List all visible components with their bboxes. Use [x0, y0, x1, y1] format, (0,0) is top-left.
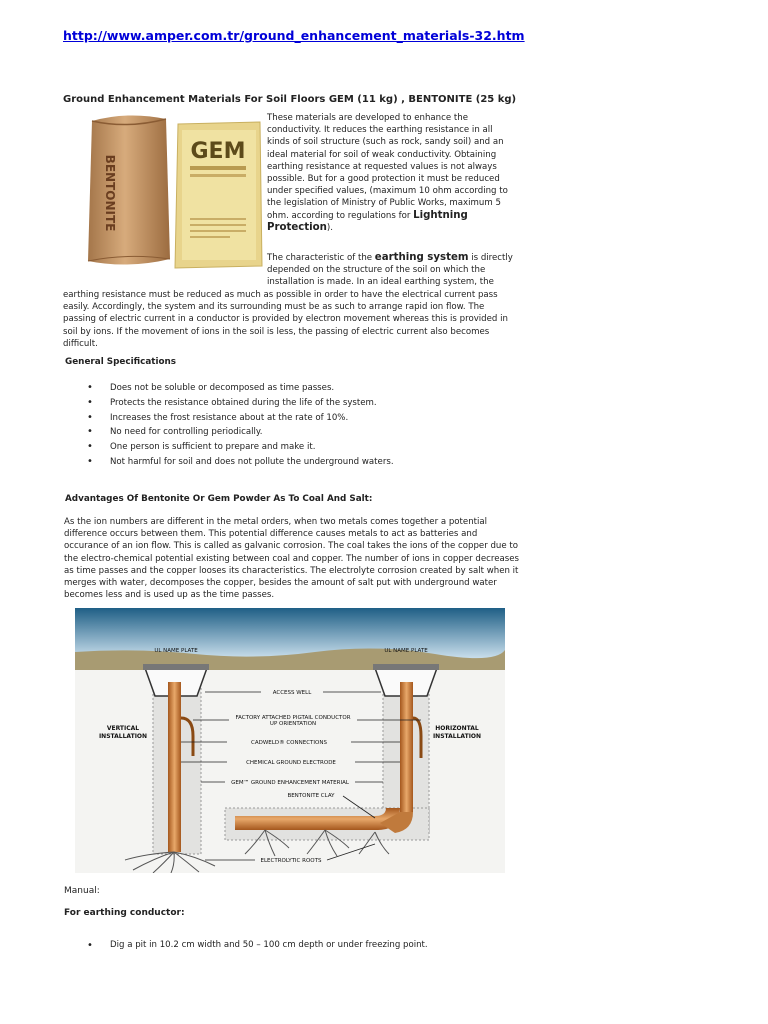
- bentonite-bag-image: [84, 111, 172, 269]
- characteristic-continued: earthing resistance must be reduced as much as possible in order to have the electrical current pass easily. Accordingly, the system and its surrounding must be as such to arrange rapid ion flow. The passing of electric current in a conductor is provided by electron movement whereas this is provided in soil by ions. If the movement of ions in the soil is less, the passing of electric current also becomes difficult.: [63, 290, 508, 349]
- intro-end: ).: [326, 222, 334, 233]
- gem-bag-image: [172, 118, 264, 270]
- list-item: • No need for controlling periodically.: [85, 425, 394, 440]
- list-item: • One person is sufficient to prepare and make it.: [85, 440, 394, 455]
- gem-material-label: GEM™ GROUND ENHANCEMENT MATERIAL: [231, 780, 349, 786]
- electrolytic-roots-label: ELECTROLYTIC ROOTS: [260, 858, 322, 864]
- vertical-installation-label-line2: INSTALLATION: [98, 733, 148, 740]
- vertical-installation-label-line1: VERTICAL: [106, 725, 140, 732]
- ground-installation-diagram: [75, 608, 505, 873]
- specifications-list: [85, 381, 394, 470]
- advantages-paragraph: As the ion numbers are different in the metal orders, when two metals comes together a potential difference occurs between them. This potential difference causes metals to act as batteries and occurance of an ion flow. This is called as galvanic corrosion. The coal takes the ions of the copper due to the electro-chemical potential existing between coal and copper. The number of ions in copper decreases as time passes and the copper looses its characteristics. The electrolyte corrosion created by salt when it merges with water, decomposes the copper, besides the amount of salt put with underground water becomes less and is used up as the time passes.: [64, 517, 519, 601]
- list-item: • Protects the resistance obtained during the life of the system.: [85, 396, 394, 411]
- horizontal-installation-label-line1: HORIZONTAL: [435, 725, 479, 732]
- intro-text: These materials are developed to enhance the conductivity. It reduces the earthing resistance in all kinds of soil structure (such as rock, sandy soil) and an ideal material for soil of weak conductivity. Obtaining earthing resistance at requested values is not always possible. But for a good protection it must be reduced under specified values, (maximum 10 ohm according to the legislation of Ministry of Public Works, maximum 5 ohm. according to regulations for: [267, 113, 508, 221]
- bentonite-clay-label: BENTONITE CLAY: [287, 793, 335, 799]
- intro-emphasis: Lightning Protection: [267, 209, 468, 233]
- bentonite-bag-label: BENTONITE: [103, 154, 117, 232]
- pigtail-label-line2: UP ORIENTATION: [269, 721, 317, 727]
- page-title: Ground Enhancement Materials For Soil Floors GEM (11 kg) , BENTONITE (25 kg): [63, 94, 517, 105]
- chemical-electrode-label: CHEMICAL GROUND ELECTRODE: [246, 760, 336, 766]
- list-item: • Not harmful for soil and does not pollute the underground waters.: [85, 455, 394, 470]
- characteristic-pre: The characteristic of the: [267, 253, 375, 263]
- horizontal-installation-label-line2: INSTALLATION: [432, 733, 482, 740]
- characteristic-emphasis: earthing system: [374, 252, 469, 263]
- gem-bag-label: GEM: [190, 139, 246, 164]
- right-name-plate-label: UL NAME PLATE: [384, 648, 428, 654]
- earthing-conductor-heading: For earthing conductor:: [64, 908, 185, 918]
- general-specifications-heading: General Specifications: [65, 357, 177, 367]
- advantages-heading: Advantages Of Bentonite Or Gem Powder As To Coal And Salt:: [65, 494, 373, 504]
- manual-label: Manual:: [64, 886, 100, 896]
- list-item: • Does not be soluble or decomposed as time passes.: [85, 381, 394, 396]
- intro-paragraph: [267, 112, 517, 234]
- list-item: • Dig a pit in 10.2 cm width and 50 – 100 cm depth or under freezing point.: [85, 940, 428, 950]
- characteristic-post: is directly depended on the structure of the soil on which the installation is made. In an ideal earthing system, the: [267, 253, 513, 288]
- cadweld-label: CADWELD® CONNECTIONS: [251, 740, 327, 746]
- characteristic-paragraph: [267, 252, 517, 289]
- left-name-plate-label: UL NAME PLATE: [154, 648, 198, 654]
- access-well-label: ACCESS WELL: [272, 690, 312, 696]
- list-item: • Increases the frost resistance about at the rate of 10%.: [85, 411, 394, 426]
- source-url-link[interactable]: http://www.amper.com.tr/ground_enhancement_materials-32.htm: [63, 28, 525, 43]
- pigtail-label-line1: FACTORY ATTACHED PIGTAIL CONDUCTOR: [235, 715, 351, 721]
